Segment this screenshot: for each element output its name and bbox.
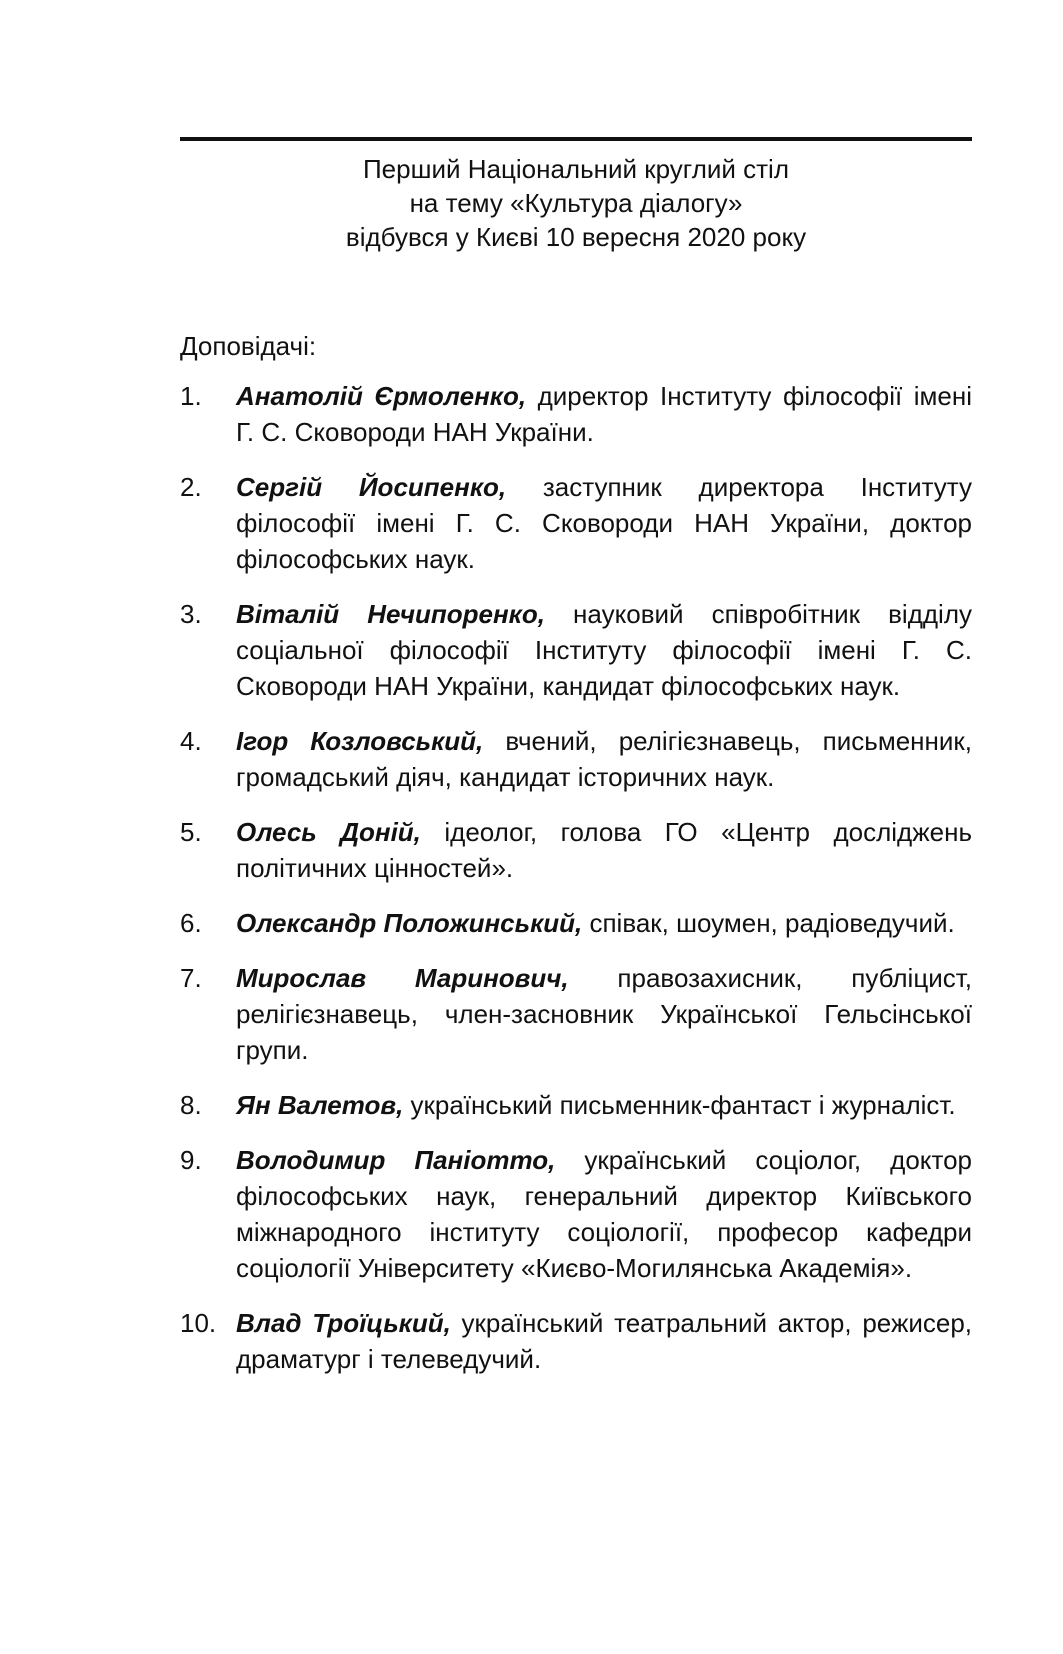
speaker-number: 5. bbox=[180, 817, 202, 847]
header-line-3: відбувся у Києві 10 вересня 2020 року bbox=[345, 222, 807, 252]
speaker-number: 4. bbox=[180, 726, 202, 756]
speaker-item bbox=[180, 469, 972, 577]
speakers-label: Доповідачі: bbox=[180, 331, 317, 361]
top-rule bbox=[180, 137, 972, 141]
speaker-name: Сергій Йосипенко, bbox=[236, 472, 507, 502]
speaker-description: співак, шоумен, радіоведучий. bbox=[582, 908, 955, 938]
speaker-item bbox=[180, 723, 972, 795]
speaker-description: заступник директора Інституту філософії імені Г. С. Сковороди НАН України, доктор філософських наук. bbox=[236, 472, 973, 574]
speaker-name: Олесь Доній, bbox=[236, 817, 421, 847]
speaker-number: 6. bbox=[180, 908, 202, 938]
speaker-name: Володимир Паніотто, bbox=[236, 1145, 556, 1175]
speaker-item bbox=[180, 1305, 972, 1377]
speaker-number: 10. bbox=[180, 1308, 217, 1338]
speaker-item bbox=[180, 1087, 972, 1123]
speaker-item bbox=[180, 596, 972, 704]
speaker-description: вчений, релігієзнавець, письменник, громадський діяч, кандидат історичних наук. bbox=[236, 726, 972, 792]
speaker-item bbox=[180, 960, 972, 1068]
speaker-name: Віталій Нечипоренко, bbox=[236, 599, 545, 629]
speaker-description: правозахисник, публіцист, релігієзнавець, член-засновник Української Гельсінської групи. bbox=[236, 963, 972, 1065]
speaker-name: Мирослав Маринович, bbox=[236, 963, 569, 993]
speaker-name: Ігор Козловський, bbox=[236, 726, 484, 756]
speakers-list bbox=[180, 378, 972, 1396]
speaker-number: 1. bbox=[180, 381, 202, 411]
header-line-2: на тему «Культура діалогу» bbox=[409, 188, 743, 218]
speaker-number: 2. bbox=[180, 472, 202, 502]
speaker-description: український театральний актор, режисер, драматург і телеведучий. bbox=[236, 1308, 973, 1374]
speaker-number: 7. bbox=[180, 963, 202, 993]
header-block bbox=[180, 152, 972, 254]
speaker-item bbox=[180, 905, 972, 941]
speaker-name: Анатолій Єрмоленко, bbox=[236, 381, 527, 411]
speaker-description: науковий співробітник відділу соціальної філософії Інституту філософії імені Г. С. Сковороди НАН України, кандидат філософських наук. bbox=[236, 599, 972, 701]
speaker-description: директор Інституту філософії імені Г. С. Сковороди НАН України. bbox=[236, 381, 972, 447]
speaker-description: український соціолог, доктор філософських наук, генеральний директор Київського міжнародного інституту соціології, професор кафедри соціології Університету «Києво-Могилянська Академія». bbox=[236, 1145, 972, 1283]
speaker-number: 3. bbox=[180, 599, 202, 629]
speaker-number: 8. bbox=[180, 1090, 202, 1120]
speaker-item bbox=[180, 378, 972, 450]
header-line-1: Перший Національний круглий стіл bbox=[362, 154, 790, 184]
speaker-description: український письменник-фантаст і журналіст. bbox=[403, 1090, 956, 1120]
speaker-number: 9. bbox=[180, 1145, 202, 1175]
speaker-name: Влад Троїцький, bbox=[236, 1308, 451, 1338]
speaker-name: Олександр Положинський, bbox=[236, 908, 583, 938]
speaker-description: ідеолог, голова ГО «Центр досліджень політичних цінностей». bbox=[236, 817, 972, 883]
speaker-item bbox=[180, 814, 972, 886]
speaker-item bbox=[180, 1142, 972, 1286]
speaker-name: Ян Валетов, bbox=[236, 1090, 404, 1120]
